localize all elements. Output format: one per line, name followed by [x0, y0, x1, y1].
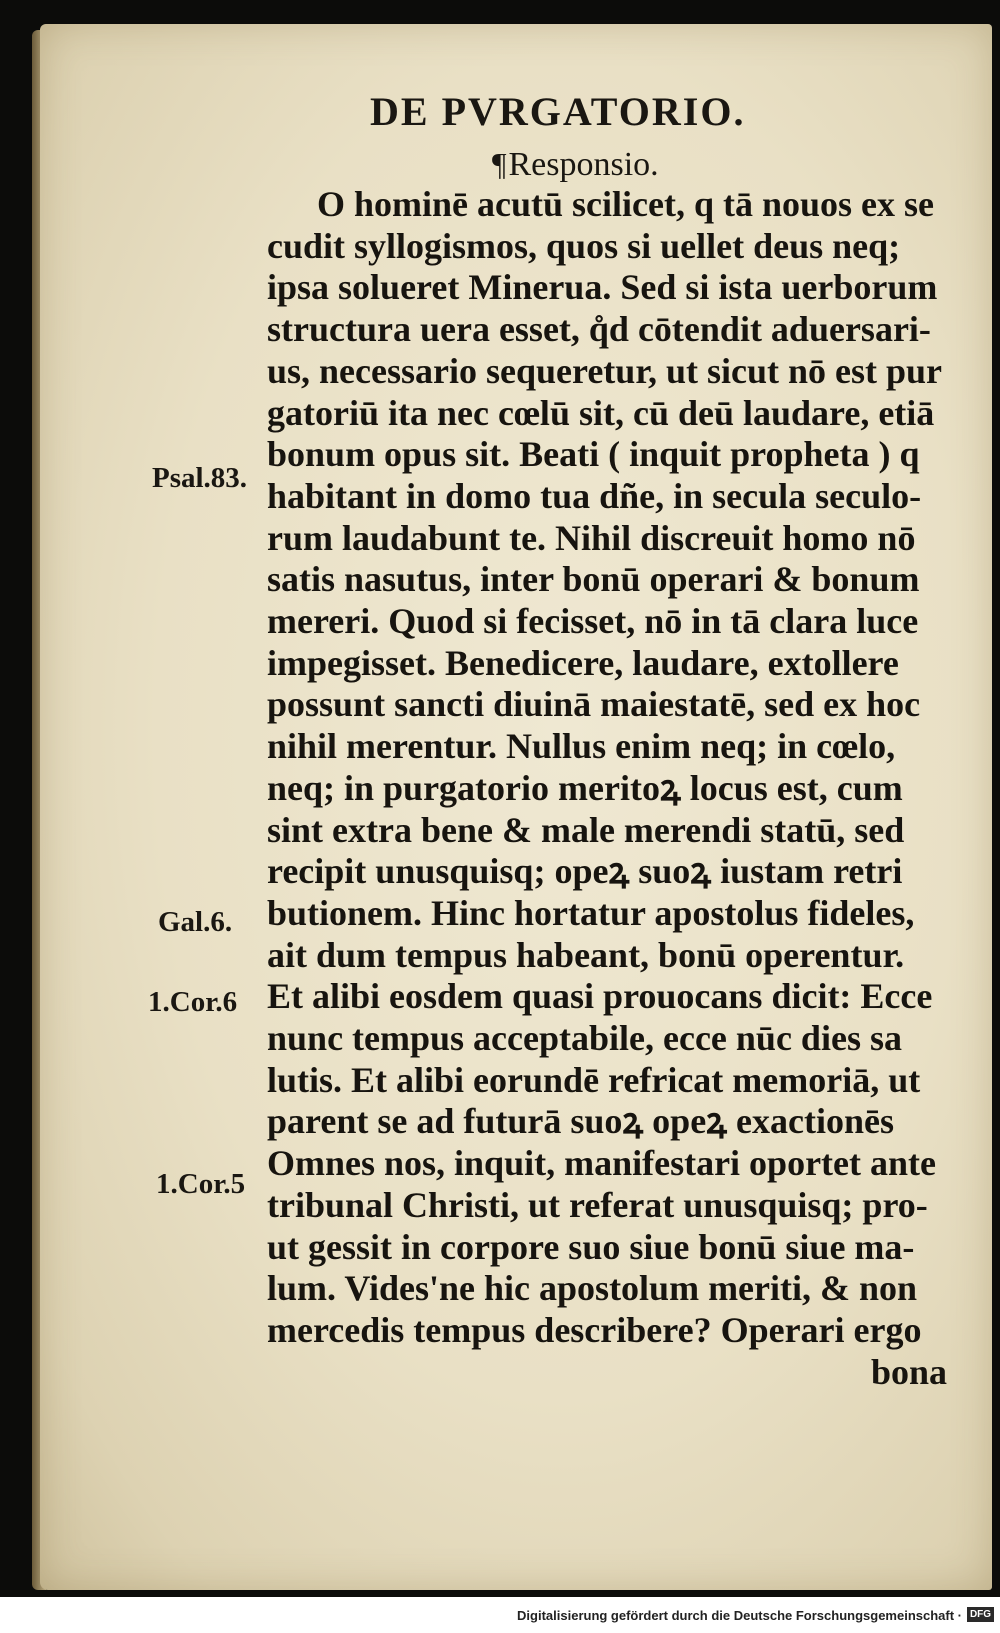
footer-bar [0, 1597, 1000, 1633]
text-line: cudit syllogismos, quos si uellet deus neq; [267, 225, 901, 266]
body-text [267, 184, 947, 1393]
text-line: nihil merentur. Nullus enim neq; in cœlo, [267, 726, 896, 767]
dfg-logo: DFG [967, 1607, 994, 1622]
text-line: tribunal Christi, ut referat unusquisq; pro- [267, 1184, 928, 1225]
text-line: mereri. Quod si fecisset, nō in tā clara luce [267, 601, 919, 642]
text-line: habitant in domo tua dñe, in secula seculo- [267, 475, 922, 516]
text-line: parent se ad futurā suoꝝ opeꝝ exactionēs [267, 1101, 894, 1142]
text-line: impegisset. Benedicere, laudare, extollere [267, 642, 899, 683]
text-line: lutis. Et alibi eorundē refricat memoriā, ut [267, 1059, 921, 1100]
text-line: rum laudabunt te. Nihil discreuit homo nō [267, 517, 916, 558]
text-line: possunt sancti diuinā maiestatē, sed ex hoc [267, 684, 921, 725]
text-line: Et alibi eosdem quasi prouocans dicit: Ecce [267, 976, 933, 1017]
text-line: ait dum tempus habeant, bonū operentur. [267, 934, 905, 975]
margin-note-psalm: Psal.83. [152, 462, 248, 494]
text-line: sint extra bene & male merendi statū, sed [267, 809, 905, 850]
text-line: butionem. Hinc hortatur apostolus fideles, [267, 892, 915, 933]
catchword: bona [870, 1351, 947, 1392]
page-title: DE PVRGATORIO. [370, 89, 746, 134]
text-line: neq; in purgatorio meritoꝝ locus est, cum [267, 767, 903, 808]
text-line: structura uera esset, q̊d cōtendit aduersari- [267, 309, 931, 350]
pilcrow-mark: ¶ [492, 146, 507, 182]
section-heading-text: Responsio. [508, 146, 659, 183]
text-line: gatoriū ita nec cœlū sit, cū deū laudare, etiā [267, 392, 935, 433]
margin-note-corinthians-2: 1.Cor.5 [156, 1168, 246, 1200]
text-line: lum. Vides'ne hic apostolum meriti, & non [267, 1268, 918, 1309]
text-line: satis nasutus, inter bonū operari & bonum [267, 559, 920, 600]
margin-note-galatians: Gal.6. [158, 906, 233, 938]
text-line: mercedis tempus describere? Operari ergo [267, 1309, 922, 1350]
text-line: O hominē acutū scilicet, q tā nouos ex se [317, 184, 934, 224]
text-line: bonum opus sit. Beati ( inquit propheta ) q [267, 434, 920, 475]
text-line: Omnes nos, inquit, manifestari oportet ante [267, 1143, 936, 1184]
text-line: recipit unusquisq; opeꝝ suoꝝ iustam retri [267, 851, 903, 892]
text-line: ipsa solueret Minerua. Sed si ista uerborum [267, 267, 938, 308]
text-line: ut gessit in corpore suo siue bonū siue ma- [267, 1226, 915, 1267]
text-line: nunc tempus acceptabile, ecce nūc dies sa [267, 1018, 902, 1059]
section-heading [492, 146, 659, 184]
text-line: us, necessario sequeretur, ut sicut nō est pur [267, 350, 943, 391]
margin-note-corinthians-1: 1.Cor.6 [148, 986, 238, 1018]
funding-credit: Digitalisierung gefördert durch die Deutsche Forschungsgemeinschaft · [517, 1608, 962, 1623]
